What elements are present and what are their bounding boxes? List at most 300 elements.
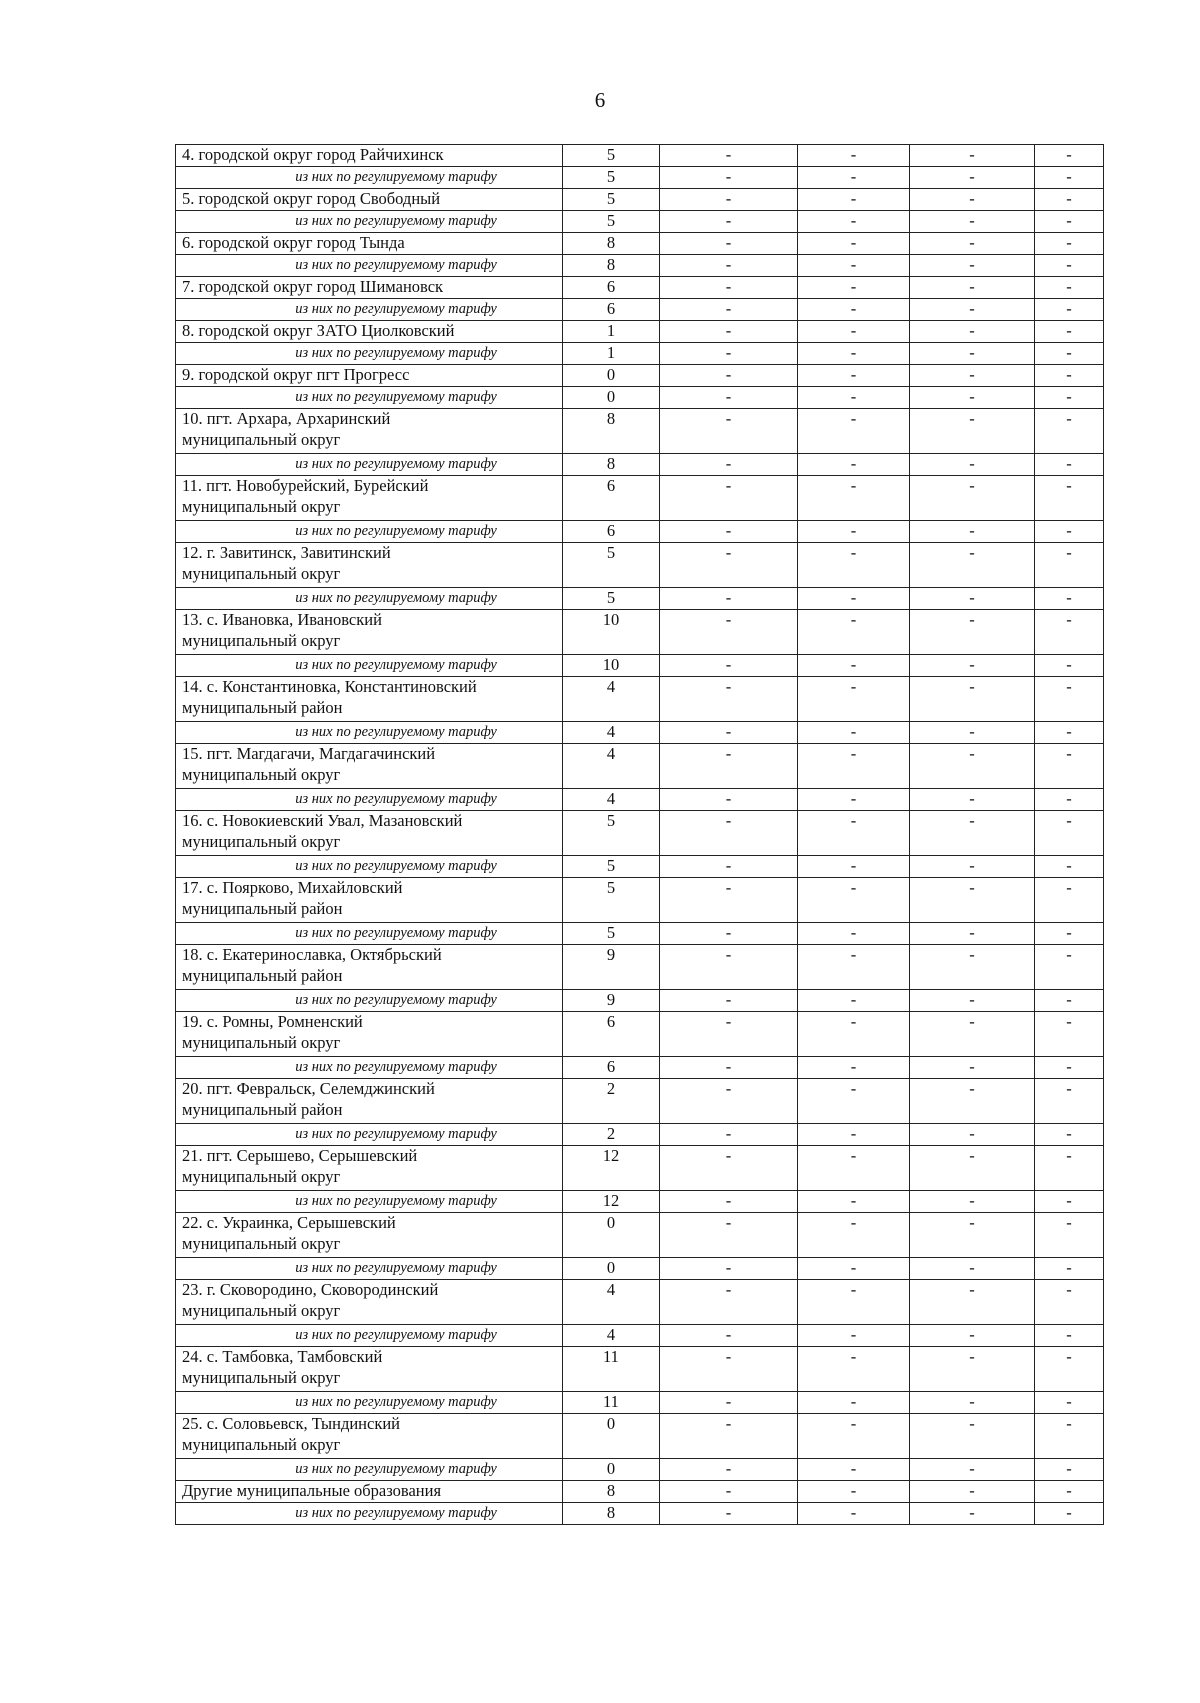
dash-cell: - <box>1035 409 1104 454</box>
regulated-tariff-label: из них по регулируемому тарифу <box>176 923 563 945</box>
municipality-line: 21. пгт. Серышево, Серышевский <box>182 1146 418 1165</box>
table-row-regulated <box>176 299 1104 321</box>
dash-cell: - <box>1035 543 1104 588</box>
dash-cell: - <box>798 811 910 856</box>
table-row <box>176 744 1104 789</box>
municipality-line: 15. пгт. Магдагачи, Магдагачинский <box>182 744 436 763</box>
municipality-line: 7. городской округ город Шимановск <box>182 277 444 296</box>
dash-cell: - <box>660 1347 798 1392</box>
dash-cell: - <box>910 1503 1035 1525</box>
count-cell: 4 <box>563 744 660 789</box>
municipality-line: 13. с. Ивановка, Ивановский <box>182 610 382 629</box>
tariff-table <box>175 144 1104 1525</box>
dash-cell: - <box>798 1213 910 1258</box>
table-row <box>176 811 1104 856</box>
municipality-name <box>176 811 563 856</box>
table-row <box>176 409 1104 454</box>
dash-cell: - <box>910 145 1035 167</box>
table-row <box>176 365 1104 387</box>
count-cell: 4 <box>563 677 660 722</box>
regulated-count-cell: 2 <box>563 1124 660 1146</box>
dash-cell: - <box>798 409 910 454</box>
dash-cell: - <box>910 789 1035 811</box>
dash-cell: - <box>660 233 798 255</box>
dash-cell: - <box>1035 655 1104 677</box>
municipality-line: 25. с. Соловьевск, Тындинский <box>182 1414 400 1433</box>
dash-cell: - <box>660 1392 798 1414</box>
municipality-type-line: муниципальный округ <box>182 1166 341 1186</box>
dash-cell: - <box>798 365 910 387</box>
dash-cell: - <box>1035 167 1104 189</box>
count-cell: 5 <box>563 811 660 856</box>
table-row <box>176 476 1104 521</box>
municipality-name <box>176 677 563 722</box>
count-cell: 6 <box>563 1012 660 1057</box>
regulated-tariff-label: из них по регулируемому тарифу <box>176 521 563 543</box>
dash-cell: - <box>910 923 1035 945</box>
dash-cell: - <box>798 856 910 878</box>
dash-cell: - <box>798 145 910 167</box>
dash-cell: - <box>910 1079 1035 1124</box>
dash-cell: - <box>910 1124 1035 1146</box>
municipality-line: Другие муниципальные образования <box>182 1481 442 1500</box>
dash-cell: - <box>660 189 798 211</box>
dash-cell: - <box>910 543 1035 588</box>
dash-cell: - <box>798 1414 910 1459</box>
dash-cell: - <box>910 321 1035 343</box>
count-cell: 8 <box>563 1481 660 1503</box>
dash-cell: - <box>1035 321 1104 343</box>
table-row-regulated <box>176 588 1104 610</box>
dash-cell: - <box>660 878 798 923</box>
table-row-regulated <box>176 1057 1104 1079</box>
regulated-count-cell: 4 <box>563 1325 660 1347</box>
table-row-regulated <box>176 167 1104 189</box>
dash-cell: - <box>798 1079 910 1124</box>
table-row-regulated <box>176 1503 1104 1525</box>
regulated-tariff-label: из них по регулируемому тарифу <box>176 343 563 365</box>
regulated-count-cell: 4 <box>563 722 660 744</box>
dash-cell: - <box>798 277 910 299</box>
municipality-line: 5. городской округ город Свободный <box>182 189 441 208</box>
dash-cell: - <box>910 1258 1035 1280</box>
municipality-type-line: муниципальный округ <box>182 831 341 851</box>
municipality-line: 23. г. Сковородино, Сковородинский <box>182 1280 439 1299</box>
count-cell: 0 <box>563 1213 660 1258</box>
dash-cell: - <box>660 789 798 811</box>
dash-cell: - <box>798 990 910 1012</box>
dash-cell: - <box>660 655 798 677</box>
table-row-regulated <box>176 343 1104 365</box>
dash-cell: - <box>660 1459 798 1481</box>
dash-cell: - <box>1035 990 1104 1012</box>
dash-cell: - <box>1035 789 1104 811</box>
dash-cell: - <box>910 1012 1035 1057</box>
dash-cell: - <box>798 255 910 277</box>
table-row-regulated <box>176 1392 1104 1414</box>
municipality-name <box>176 945 563 990</box>
dash-cell: - <box>798 655 910 677</box>
dash-cell: - <box>910 610 1035 655</box>
dash-cell: - <box>660 1124 798 1146</box>
municipality-type-line: муниципальный округ <box>182 630 341 650</box>
table-row-regulated <box>176 655 1104 677</box>
dash-cell: - <box>1035 588 1104 610</box>
dash-cell: - <box>1035 1481 1104 1503</box>
municipality-name <box>176 1280 563 1325</box>
dash-cell: - <box>660 677 798 722</box>
dash-cell: - <box>798 588 910 610</box>
count-cell: 6 <box>563 277 660 299</box>
dash-cell: - <box>910 409 1035 454</box>
dash-cell: - <box>910 387 1035 409</box>
municipality-line: 8. городской округ ЗАТО Циолковский <box>182 321 455 340</box>
count-cell: 2 <box>563 1079 660 1124</box>
dash-cell: - <box>660 945 798 990</box>
table-row <box>176 610 1104 655</box>
dash-cell: - <box>798 923 910 945</box>
dash-cell: - <box>1035 1124 1104 1146</box>
dash-cell: - <box>1035 923 1104 945</box>
dash-cell: - <box>1035 744 1104 789</box>
table-row-regulated <box>176 856 1104 878</box>
dash-cell: - <box>1035 1347 1104 1392</box>
table-row <box>176 1414 1104 1459</box>
dash-cell: - <box>1035 1325 1104 1347</box>
dash-cell: - <box>660 610 798 655</box>
table-row-regulated <box>176 211 1104 233</box>
dash-cell: - <box>798 722 910 744</box>
table-row <box>176 1012 1104 1057</box>
regulated-count-cell: 12 <box>563 1191 660 1213</box>
dash-cell: - <box>660 277 798 299</box>
dash-cell: - <box>910 722 1035 744</box>
regulated-count-cell: 11 <box>563 1392 660 1414</box>
dash-cell: - <box>660 856 798 878</box>
page-number: 6 <box>594 88 606 112</box>
dash-cell: - <box>1035 1079 1104 1124</box>
table-row-regulated <box>176 1325 1104 1347</box>
regulated-tariff-label: из них по регулируемому тарифу <box>176 299 563 321</box>
table-row <box>176 1213 1104 1258</box>
municipality-line: 12. г. Завитинск, Завитинский <box>182 543 391 562</box>
municipality-line: 4. городской округ город Райчихинск <box>182 145 444 164</box>
dash-cell: - <box>798 1325 910 1347</box>
table-row <box>176 189 1104 211</box>
dash-cell: - <box>910 233 1035 255</box>
dash-cell: - <box>660 343 798 365</box>
dash-cell: - <box>798 211 910 233</box>
regulated-count-cell: 5 <box>563 856 660 878</box>
dash-cell: - <box>660 1079 798 1124</box>
regulated-count-cell: 6 <box>563 1057 660 1079</box>
dash-cell: - <box>660 990 798 1012</box>
municipality-name <box>176 233 563 255</box>
dash-cell: - <box>910 476 1035 521</box>
count-cell: 10 <box>563 610 660 655</box>
dash-cell: - <box>910 1414 1035 1459</box>
dash-cell: - <box>660 1325 798 1347</box>
municipality-name <box>176 1079 563 1124</box>
dash-cell: - <box>798 299 910 321</box>
dash-cell: - <box>910 454 1035 476</box>
dash-cell: - <box>660 923 798 945</box>
municipality-type-line: муниципальный район <box>182 697 343 717</box>
regulated-count-cell: 6 <box>563 299 660 321</box>
dash-cell: - <box>660 1414 798 1459</box>
table-row-regulated <box>176 1191 1104 1213</box>
dash-cell: - <box>798 945 910 990</box>
dash-cell: - <box>660 299 798 321</box>
dash-cell: - <box>1035 1280 1104 1325</box>
dash-cell: - <box>1035 1146 1104 1191</box>
dash-cell: - <box>910 255 1035 277</box>
dash-cell: - <box>910 677 1035 722</box>
municipality-name <box>176 1213 563 1258</box>
regulated-tariff-label: из них по регулируемому тарифу <box>176 1459 563 1481</box>
dash-cell: - <box>910 365 1035 387</box>
dash-cell: - <box>798 1124 910 1146</box>
municipality-type-line: муниципальный район <box>182 1099 343 1119</box>
table-row <box>176 543 1104 588</box>
regulated-tariff-label: из них по регулируемому тарифу <box>176 1057 563 1079</box>
table-row-regulated <box>176 990 1104 1012</box>
municipality-line: 6. городской округ город Тында <box>182 233 405 252</box>
dash-cell: - <box>1035 1414 1104 1459</box>
dash-cell: - <box>1035 1503 1104 1525</box>
count-cell: 9 <box>563 945 660 990</box>
dash-cell: - <box>660 145 798 167</box>
table-body <box>176 145 1104 1525</box>
regulated-count-cell: 10 <box>563 655 660 677</box>
dash-cell: - <box>1035 299 1104 321</box>
dash-cell: - <box>660 1191 798 1213</box>
dash-cell: - <box>910 655 1035 677</box>
regulated-count-cell: 8 <box>563 255 660 277</box>
dash-cell: - <box>798 1191 910 1213</box>
dash-cell: - <box>910 1280 1035 1325</box>
municipality-name <box>176 145 563 167</box>
dash-cell: - <box>798 454 910 476</box>
dash-cell: - <box>910 1459 1035 1481</box>
table-row-regulated <box>176 387 1104 409</box>
municipality-name <box>176 365 563 387</box>
dash-cell: - <box>660 811 798 856</box>
municipality-line: 9. городской округ пгт Прогресс <box>182 365 410 384</box>
dash-cell: - <box>1035 722 1104 744</box>
dash-cell: - <box>798 1012 910 1057</box>
municipality-line: 14. с. Константиновка, Константиновский <box>182 677 477 696</box>
municipality-type-line: муниципальный округ <box>182 1032 341 1052</box>
regulated-count-cell: 0 <box>563 387 660 409</box>
dash-cell: - <box>910 878 1035 923</box>
dash-cell: - <box>798 610 910 655</box>
dash-cell: - <box>660 543 798 588</box>
municipality-line: 19. с. Ромны, Ромненский <box>182 1012 363 1031</box>
dash-cell: - <box>798 1057 910 1079</box>
municipality-name <box>176 409 563 454</box>
dash-cell: - <box>1035 1213 1104 1258</box>
dash-cell: - <box>798 744 910 789</box>
municipality-line: 17. с. Поярково, Михайловский <box>182 878 403 897</box>
dash-cell: - <box>798 167 910 189</box>
dash-cell: - <box>660 1146 798 1191</box>
dash-cell: - <box>798 1146 910 1191</box>
regulated-tariff-label: из них по регулируемому тарифу <box>176 588 563 610</box>
dash-cell: - <box>910 588 1035 610</box>
regulated-count-cell: 6 <box>563 521 660 543</box>
dash-cell: - <box>1035 945 1104 990</box>
dash-cell: - <box>1035 1392 1104 1414</box>
dash-cell: - <box>910 990 1035 1012</box>
dash-cell: - <box>798 543 910 588</box>
dash-cell: - <box>1035 1012 1104 1057</box>
dash-cell: - <box>798 233 910 255</box>
regulated-tariff-label: из них по регулируемому тарифу <box>176 1124 563 1146</box>
dash-cell: - <box>798 1392 910 1414</box>
municipality-line: 16. с. Новокиевский Увал, Мазановский <box>182 811 463 830</box>
dash-cell: - <box>1035 365 1104 387</box>
table-row-regulated <box>176 722 1104 744</box>
count-cell: 12 <box>563 1146 660 1191</box>
dash-cell: - <box>660 588 798 610</box>
dash-cell: - <box>1035 387 1104 409</box>
municipality-type-line: муниципальный округ <box>182 1233 341 1253</box>
dash-cell: - <box>798 521 910 543</box>
dash-cell: - <box>910 189 1035 211</box>
municipality-name <box>176 543 563 588</box>
dash-cell: - <box>1035 610 1104 655</box>
municipality-line: 11. пгт. Новобурейский, Бурейский <box>182 476 429 495</box>
dash-cell: - <box>1035 811 1104 856</box>
dash-cell: - <box>798 1503 910 1525</box>
regulated-tariff-label: из них по регулируемому тарифу <box>176 722 563 744</box>
dash-cell: - <box>660 1280 798 1325</box>
dash-cell: - <box>798 1280 910 1325</box>
dash-cell: - <box>660 211 798 233</box>
dash-cell: - <box>660 1258 798 1280</box>
municipality-name <box>176 610 563 655</box>
dash-cell: - <box>1035 521 1104 543</box>
regulated-tariff-label: из них по регулируемому тарифу <box>176 655 563 677</box>
dash-cell: - <box>798 189 910 211</box>
count-cell: 6 <box>563 476 660 521</box>
municipality-type-line: муниципальный округ <box>182 563 341 583</box>
municipality-line: 10. пгт. Архара, Архаринский <box>182 409 391 428</box>
municipality-name <box>176 1012 563 1057</box>
dash-cell: - <box>910 521 1035 543</box>
dash-cell: - <box>1035 277 1104 299</box>
dash-cell: - <box>798 476 910 521</box>
dash-cell: - <box>1035 454 1104 476</box>
dash-cell: - <box>910 277 1035 299</box>
table-row-regulated <box>176 1124 1104 1146</box>
table-row <box>176 1347 1104 1392</box>
municipality-name <box>176 189 563 211</box>
dash-cell: - <box>660 387 798 409</box>
count-cell: 5 <box>563 543 660 588</box>
dash-cell: - <box>1035 343 1104 365</box>
count-cell: 5 <box>563 189 660 211</box>
table-row-regulated <box>176 454 1104 476</box>
municipality-type-line: муниципальный округ <box>182 1434 341 1454</box>
municipality-name <box>176 476 563 521</box>
municipality-type-line: муниципальный округ <box>182 1300 341 1320</box>
municipality-line: 22. с. Украинка, Серышевский <box>182 1213 396 1232</box>
dash-cell: - <box>910 343 1035 365</box>
municipality-name <box>176 1146 563 1191</box>
dash-cell: - <box>910 1057 1035 1079</box>
dash-cell: - <box>1035 211 1104 233</box>
table-row <box>176 321 1104 343</box>
dash-cell: - <box>798 789 910 811</box>
dash-cell: - <box>660 454 798 476</box>
dash-cell: - <box>910 211 1035 233</box>
count-cell: 1 <box>563 321 660 343</box>
regulated-count-cell: 5 <box>563 923 660 945</box>
regulated-count-cell: 5 <box>563 211 660 233</box>
table-row-regulated <box>176 1459 1104 1481</box>
regulated-count-cell: 9 <box>563 990 660 1012</box>
dash-cell: - <box>660 722 798 744</box>
dash-cell: - <box>798 1459 910 1481</box>
count-cell: 5 <box>563 878 660 923</box>
municipality-line: 18. с. Екатеринославка, Октябрьский <box>182 945 442 964</box>
municipality-name <box>176 878 563 923</box>
dash-cell: - <box>910 1392 1035 1414</box>
municipality-line: 24. с. Тамбовка, Тамбовский <box>182 1347 383 1366</box>
table-row <box>176 1280 1104 1325</box>
table-row <box>176 277 1104 299</box>
dash-cell: - <box>660 1503 798 1525</box>
municipality-type-line: муниципальный округ <box>182 764 341 784</box>
dash-cell: - <box>660 321 798 343</box>
dash-cell: - <box>910 1325 1035 1347</box>
table-row-regulated <box>176 521 1104 543</box>
dash-cell: - <box>1035 1057 1104 1079</box>
dash-cell: - <box>1035 255 1104 277</box>
municipality-name <box>176 277 563 299</box>
dash-cell: - <box>660 521 798 543</box>
dash-cell: - <box>798 343 910 365</box>
municipality-type-line: муниципальный округ <box>182 1367 341 1387</box>
dash-cell: - <box>660 476 798 521</box>
regulated-count-cell: 5 <box>563 588 660 610</box>
count-cell: 8 <box>563 233 660 255</box>
dash-cell: - <box>910 856 1035 878</box>
dash-cell: - <box>1035 145 1104 167</box>
dash-cell: - <box>660 365 798 387</box>
regulated-tariff-label: из них по регулируемому тарифу <box>176 167 563 189</box>
dash-cell: - <box>660 1213 798 1258</box>
municipality-type-line: муниципальный округ <box>182 429 341 449</box>
table-row <box>176 145 1104 167</box>
dash-cell: - <box>910 1481 1035 1503</box>
regulated-tariff-label: из них по регулируемому тарифу <box>176 454 563 476</box>
municipality-name <box>176 1414 563 1459</box>
regulated-tariff-label: из них по регулируемому тарифу <box>176 255 563 277</box>
regulated-tariff-label: из них по регулируемому тарифу <box>176 789 563 811</box>
municipality-type-line: муниципальный район <box>182 965 343 985</box>
regulated-tariff-label: из них по регулируемому тарифу <box>176 387 563 409</box>
table-row <box>176 1146 1104 1191</box>
regulated-count-cell: 5 <box>563 167 660 189</box>
dash-cell: - <box>798 878 910 923</box>
regulated-tariff-label: из них по регулируемому тарифу <box>176 1325 563 1347</box>
dash-cell: - <box>660 1012 798 1057</box>
dash-cell: - <box>910 945 1035 990</box>
dash-cell: - <box>660 744 798 789</box>
